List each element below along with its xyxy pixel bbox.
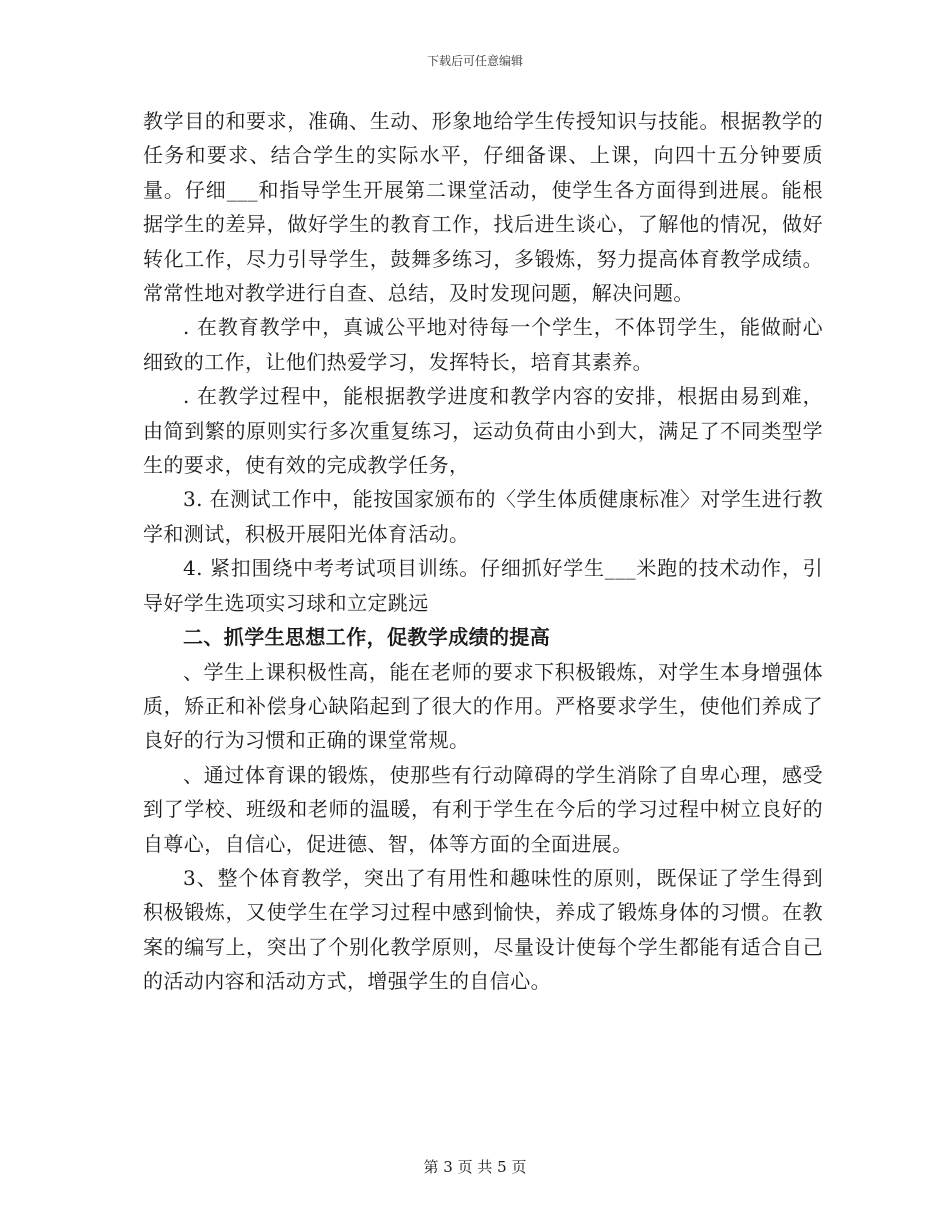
paragraph-teaching-goals: 教学目的和要求，准确、生动、形象地给学生传授知识与技能。根据教学的任务和要求、结合学生的实际水平，仔细备课、上课，向四十五分钟要质量。仔细___和指导学生开展第二课堂活动，使学生各方面得到进展。能根据学生的差异，做好学生的教育工作，找后进生谈心，了解他的情况，做好转化工作，尽力引导学生，鼓舞多练习，多锻炼，努力提高体育教学成绩。常常性地对教学进行自查、总结，及时发现问题，解决问题。 — [143, 109, 823, 306]
page-number: 第 3 页 共 5 页 — [423, 1158, 527, 1176]
page-header-note: 下载后可任意编辑 — [426, 54, 523, 68]
paragraph-testing-work: 3. 在测试工作中，能按国家颁布的〈学生体质健康标准〉对学生进行教学和测试，积极开展阳光体育活动。 — [143, 487, 823, 546]
paragraph-student-enthusiasm: 、学生上课积极性高，能在老师的要求下积极锻炼，对学生本身增强体质，矫正和补偿身心缺陷起到了很大的作用。严格要求学生，使他们养成了良好的行为习惯和正确的课堂常规。 — [143, 659, 823, 753]
paragraph-fair-treatment: . 在教育教学中，真诚公平地对待每一个学生，不体罚学生，能做耐心细致的工作，让他们热爱学习，发挥特长，培育其素养。 — [143, 315, 823, 374]
paragraph-pe-principles: 3、整个体育教学，突出了有用性和趣味性的原则，既保证了学生得到积极锻炼，又使学生在学习过程中感到愉快，养成了锻炼身体的习惯。在教案的编写上，突出了个别化教学原则，尽量设计使每个学生都能有适合自己的活动内容和活动方式，增强学生的自信心。 — [143, 865, 823, 994]
section-heading-ideology: 二、抓学生思想工作，促教学成绩的提高 — [183, 625, 551, 650]
paragraph-exam-training: 4. 紧扣围绕中考考试项目训练。仔细抓好学生___米跑的技术动作，引导好学生选项实习球和立定跳远 — [143, 556, 823, 615]
document-body — [143, 104, 823, 999]
paragraph-pe-exercise: 、通过体育课的锻炼，使那些有行动障碍的学生消除了自卑心理，感受到了学校、班级和老师的温暖，有利于学生在今后的学习过程中树立良好的自尊心，自信心，促进德、智，体等方面的全面进展。 — [143, 762, 823, 856]
paragraph-teaching-process: . 在教学过程中，能根据教学进度和教学内容的安排，根据由易到难，由简到繁的原则实行多次重复练习，运动负荷由小到大，满足了不同类型学生的要求，使有效的完成教学任务， — [143, 384, 823, 478]
